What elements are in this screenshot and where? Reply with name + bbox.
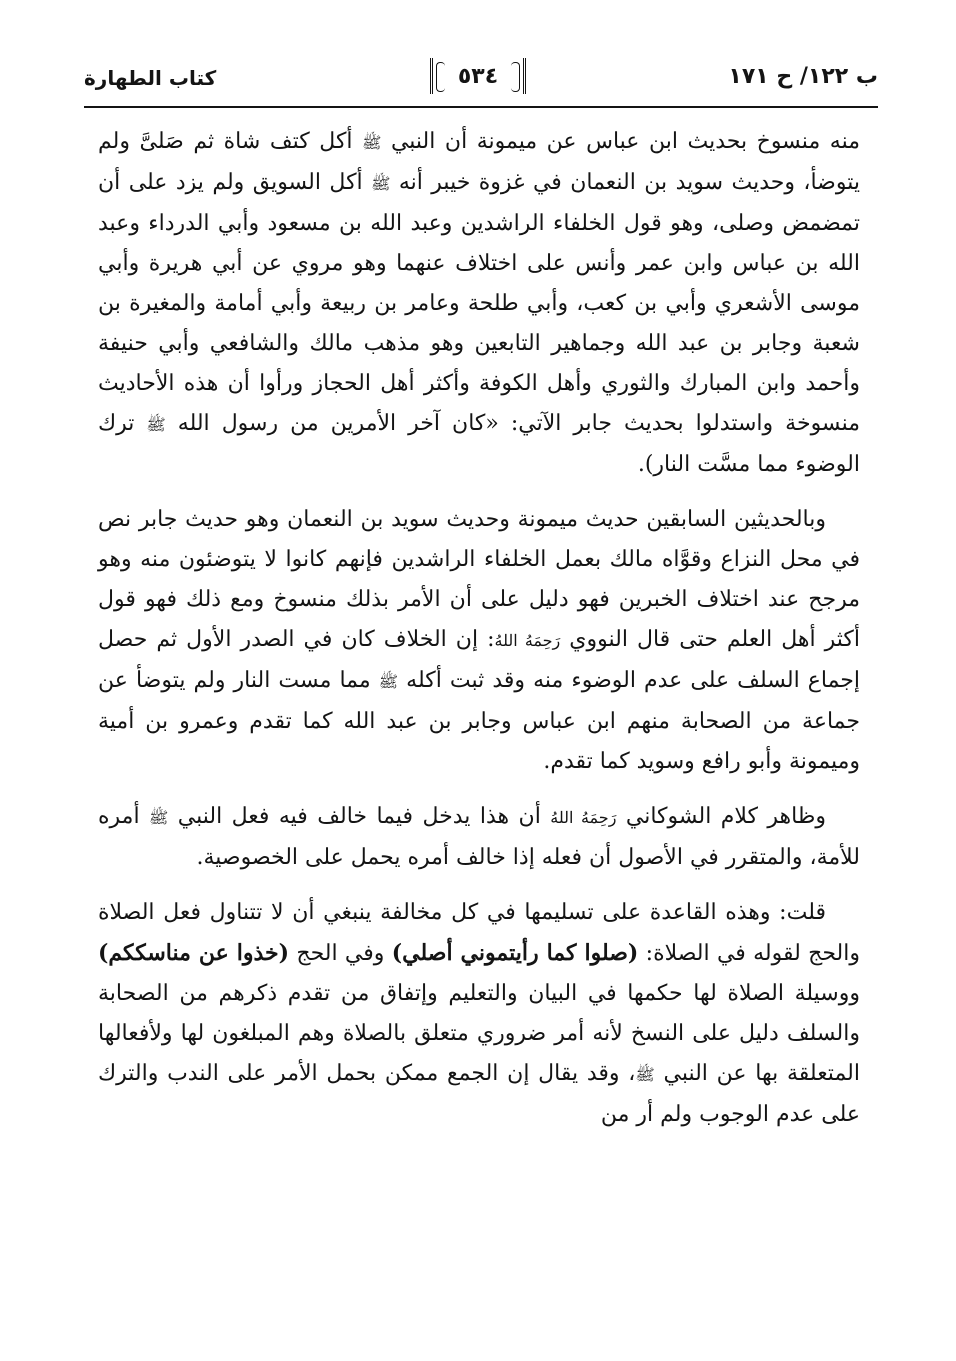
paragraph-2 xyxy=(98,500,860,782)
body-text xyxy=(98,122,860,1150)
text-run: ترك الوضوء مما مسَّت النار). xyxy=(98,411,860,477)
paragraph-1 xyxy=(98,122,860,485)
text-run: وبالحديثين السابقين حديث ميمونة وحديث سويد بن النعمان وهو حديث جابر نص في محل النزاع وقوَّاه مالك بعمل الخلفاء الراشدين فإنهم كانوا لا يتوضئون منه وهو مرجح عند اختلاف الخبرين فهو دليل على أن الأمر بذلك منسوخ ومع ذلك فهو قول أكثر أهل العلم حتى قال النووي xyxy=(98,507,860,652)
honorific-symbol: ﷺ xyxy=(362,133,382,152)
text-run: أكل السويق ولم يزد على أن تمضمض وصلى، وهو قول الخلفاء الراشدين وعبد الله بن مسعود وأبي الدرداء وعبد الله بن عباس وابن عمر وأنس على اختلاف عنهما وهو مروي عن أبي هريرة وأبي موسى الأشعري وأبي بن كعب، وأبي طلحة وعامر بن ربيعة وأبي أمامة والمغيرة بن شعبة وجابر بن عبد الله وجماهير التابعين وهو مذهب مالك والشافعي وأبي حنيفة وأحمد وابن المبارك والثوري وأهل الكوفة وأكثر أهل الحجاز ورأوا أن هذه الأحاديث منسوخة واستدلوا بحديث جابر الآتي: «كان آخر الأمرين من رسول الله xyxy=(98,170,860,436)
honorific-symbol: ﷺ xyxy=(149,808,169,827)
text-run: : إن الخلاف كان في الصدر الأول ثم حصل إجماع السلف على عدم الوضوء منه وقد ثبت أكله xyxy=(98,627,861,693)
hadith-quote: (صلوا كما رأيتموني أصلي) xyxy=(391,940,639,966)
text-run: أكل كتف شاة ثم صَلىَّ ولم يتوضأ، وحديث سويد بن النعمان في غزوة خيبر أنه xyxy=(98,129,860,195)
page-header xyxy=(84,58,878,104)
page-number: ٥٣٤ xyxy=(457,63,499,89)
honorific-symbol: ﷺ xyxy=(378,672,399,691)
hadith-reference: ب ١٢٢/ ح ١٧١ xyxy=(728,64,878,89)
honorific-symbol: ﷺ xyxy=(371,174,391,193)
text-run: ووسيلة الصلاة لها حكمها في البيان والتعليم وإتفاق من تقدم ذكرهم من الصحابة والسلف دليل على النسخ لأنه أمر ضروري متعلق بالصلاة وهم المبلغون لها ولأفعالها المتعلقة بها عن النبي xyxy=(98,981,860,1086)
honorific-symbol: رَحِمَهُ اللهُ xyxy=(550,808,617,827)
text-run: ، وقد يقال إن الجمع ممكن بحمل الأمر على الندب والترك على عدم الوجوب ولم أر من xyxy=(98,1061,860,1127)
text-run: قلت: وهذه القاعدة على تسليمها في كل مخالفة ينبغي أن لا تتناول فعل الصلاة والحج لقوله في الصلاة: xyxy=(98,900,860,966)
hadith-quote: (خذوا عن مناسككم) xyxy=(98,940,290,966)
text-run: أمره للأمة، والمتقرر في الأصول أن فعله إذا خالف أمره يحمل على الخصوصية. xyxy=(98,804,860,870)
page-number-frame xyxy=(430,58,526,94)
text-run: منه منسوخ بحديث ابن عباس عن ميمونة أن النبي xyxy=(381,129,860,154)
text-run: وظاهر كلام الشوكاني xyxy=(616,804,826,829)
header-rule xyxy=(84,106,878,108)
honorific-symbol: ﷺ xyxy=(635,1065,655,1084)
honorific-symbol: رَحِمَهُ اللهُ xyxy=(494,631,561,650)
paragraph-3 xyxy=(98,797,860,878)
text-run: مما مست النار ولم يتوضأ عن جماعة من الصحابة منهم ابن عباس وجابر بن عبد الله كما تقدم وعمرو بن أمية وميمونة وأبو رافع وسويد كما تقدم. xyxy=(98,668,860,774)
text-run: أن هذا يدخل فيما خالف فيه فعل النبي xyxy=(168,804,551,829)
book-title: كتاب الطهارة xyxy=(84,66,217,90)
honorific-symbol: ﷺ xyxy=(146,415,166,434)
text-run: وفي الحج xyxy=(289,941,392,966)
paragraph-4 xyxy=(98,893,860,1135)
